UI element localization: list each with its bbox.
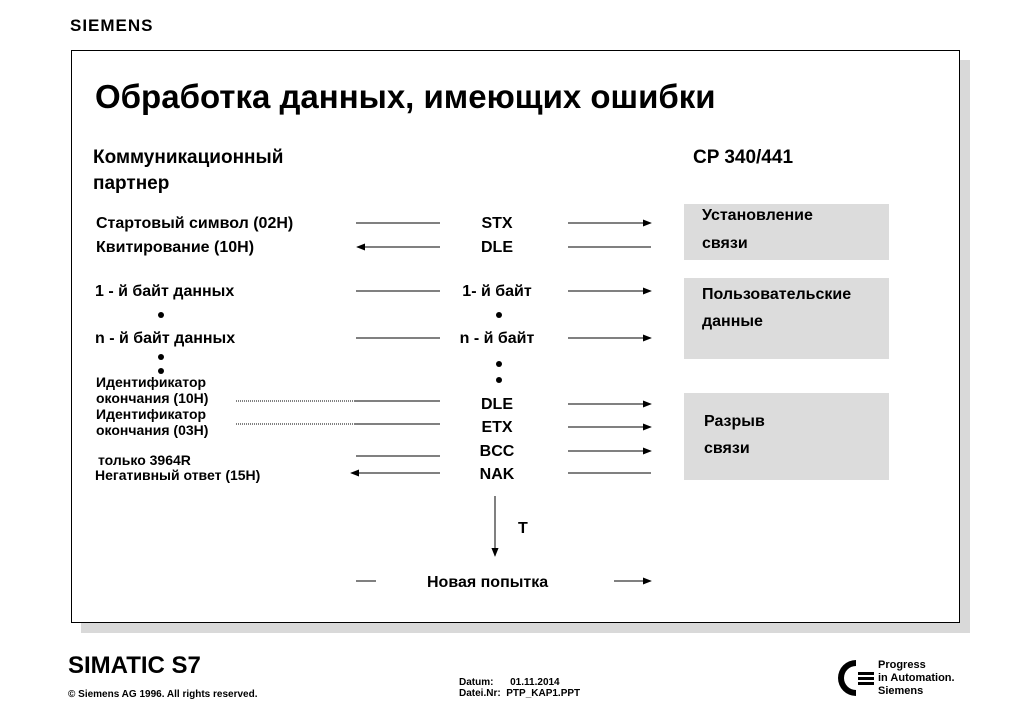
- simatic-s7-brand: SIMATIC S7: [68, 652, 201, 679]
- file-value: PTP_KAP1.PPT: [506, 688, 581, 699]
- dot-left-2: [158, 354, 164, 360]
- partner-heading-line-2: партнер: [93, 173, 170, 194]
- slogan-line-1: Progress: [878, 659, 926, 671]
- document-info: [459, 677, 580, 699]
- dot-left-3: [158, 368, 164, 374]
- label-end-id-03h-line-1: Идентификатор: [96, 406, 207, 422]
- dot-center-3: [496, 377, 502, 383]
- connection-setup-line-1: Установление: [702, 207, 813, 224]
- cp-heading: CP 340/441: [693, 147, 794, 168]
- signal-dle-ack: DLE: [481, 239, 513, 256]
- progress-slogan: [878, 659, 955, 698]
- signal-etx: ETX: [481, 419, 513, 436]
- disconnect-line-2: связи: [704, 440, 750, 457]
- timeout-label: T: [518, 520, 528, 537]
- label-negative-reply: Негативный ответ (15H): [95, 467, 261, 483]
- label-acknowledge: Квитирование (10H): [96, 239, 255, 256]
- label-start-symbol: Стартовый символ (02H): [96, 215, 294, 232]
- signal-stx: STX: [481, 215, 513, 232]
- label-end-id-10h-line-2: окончания (10H): [96, 390, 209, 406]
- datum-label: Datum:: [459, 677, 494, 688]
- signal-bcc: BCC: [479, 443, 515, 460]
- user-data-line-1: Пользовательские: [702, 286, 852, 303]
- file-label: Datei.Nr:: [459, 688, 501, 699]
- slogan-line-2: in Automation.: [878, 672, 955, 684]
- signal-nth-byte: n - й байт: [459, 330, 535, 347]
- siemens-logo: SIEMENS: [70, 16, 154, 35]
- signal-dle-end: DLE: [481, 396, 513, 413]
- datum-row: [459, 677, 580, 688]
- partner-heading-line-1: Коммуникационный: [93, 147, 284, 168]
- connection-setup-line-2: связи: [702, 235, 748, 252]
- datum-value: 01.11.2014: [510, 677, 560, 688]
- signal-nak: NAK: [479, 466, 515, 483]
- signal-first-byte: 1- й байт: [462, 283, 532, 300]
- copyright-notice: © Siemens AG 1996. All rights reserved.: [68, 689, 258, 700]
- dot-center-2: [496, 361, 502, 367]
- progress-logo-icon: [836, 658, 876, 698]
- user-data-line-2: данные: [702, 313, 763, 330]
- slogan-line-3: Siemens: [878, 685, 924, 697]
- retry-label: Новая попытка: [427, 574, 549, 591]
- label-first-data-byte: 1 - й байт данных: [95, 283, 235, 300]
- label-end-id-03h-line-2: окончания (03H): [96, 422, 209, 438]
- label-only-3964r: только 3964R: [98, 452, 191, 468]
- label-end-id-10h-line-1: Идентификатор: [96, 374, 207, 390]
- dot-left-1: [158, 312, 164, 318]
- slide-title: Обработка данных, имеющих ошибки: [95, 78, 716, 115]
- disconnect-line-1: Разрыв: [704, 413, 765, 430]
- dot-center-1: [496, 312, 502, 318]
- file-row: [459, 688, 580, 699]
- label-nth-data-byte: n - й байт данных: [95, 330, 236, 347]
